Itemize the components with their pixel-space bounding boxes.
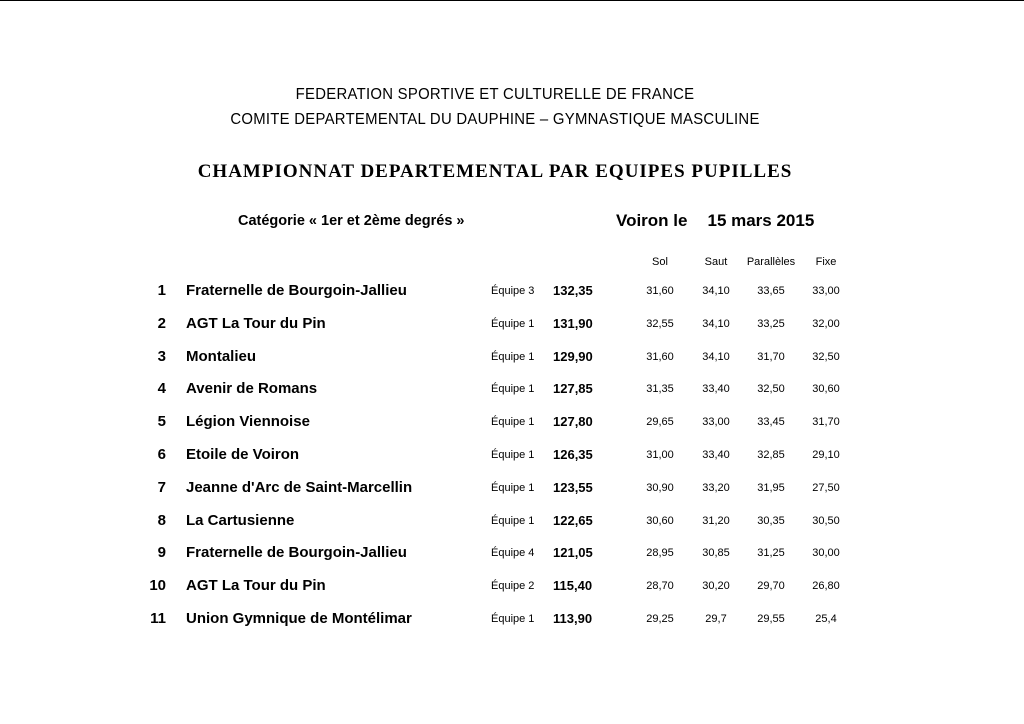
score-fixe: 29,10	[812, 449, 840, 461]
rank-number: 10	[149, 577, 166, 595]
total-score: 121,05	[553, 545, 593, 561]
team-name: Avenir de Romans	[186, 380, 318, 398]
team-number: Équipe 1	[491, 416, 535, 429]
score-paralleles: 33,25	[757, 317, 785, 330]
event-date: 15 mars 2015	[707, 211, 815, 230]
category-label: Catégorie « 1er et 2ème degrés »	[238, 213, 465, 229]
score-sol: 31,00	[646, 449, 674, 461]
table-row	[0, 512, 1024, 532]
rank-number: 6	[157, 446, 166, 463]
table-row	[0, 544, 1024, 564]
total-score: 129,90	[553, 348, 593, 364]
team-name: La Cartusienne	[186, 511, 295, 529]
score-fixe: 30,60	[812, 383, 840, 396]
team-name: AGT La Tour du Pin	[186, 314, 326, 332]
score-saut: 34,10	[702, 285, 730, 297]
score-fixe: 27,50	[812, 481, 840, 494]
column-header-paralleles: Parallèles	[746, 256, 796, 268]
score-paralleles: 32,85	[757, 449, 785, 461]
score-saut: 30,85	[702, 547, 730, 560]
team-number: Équipe 1	[491, 481, 535, 494]
table-row	[0, 479, 1024, 499]
score-saut: 33,20	[702, 481, 730, 494]
team-number: Équipe 4	[491, 547, 535, 560]
team-name: Fraternelle de Bourgoin-Jallieu	[186, 282, 407, 299]
column-header-saut: Saut	[704, 256, 728, 268]
total-score: 127,80	[553, 414, 593, 430]
score-fixe: 32,50	[812, 350, 840, 363]
score-saut: 30,20	[702, 580, 730, 593]
score-saut: 34,10	[702, 350, 730, 363]
table-row	[0, 577, 1024, 597]
score-fixe: 33,00	[812, 285, 840, 297]
table-row	[0, 315, 1024, 335]
score-saut: 33,00	[702, 416, 730, 429]
team-name: Légion Viennoise	[186, 413, 310, 431]
column-header-fixe: Fixe	[815, 256, 837, 268]
score-paralleles: 31,70	[757, 350, 785, 363]
score-sol: 30,90	[646, 481, 674, 494]
rank-number: 4	[157, 380, 166, 398]
score-paralleles: 33,45	[757, 416, 785, 429]
team-number: Équipe 1	[491, 383, 535, 396]
score-sol: 28,70	[646, 580, 674, 593]
team-number: Équipe 1	[491, 514, 535, 527]
total-score: 122,65	[553, 512, 593, 528]
table-row	[0, 348, 1024, 368]
score-sol: 28,95	[646, 547, 674, 560]
score-fixe: 30,00	[812, 547, 840, 560]
table-row	[0, 380, 1024, 400]
score-fixe: 30,50	[812, 514, 840, 527]
score-fixe: 32,00	[812, 317, 840, 330]
score-paralleles: 29,70	[757, 580, 785, 593]
team-number: Équipe 1	[491, 613, 535, 625]
score-saut: 34,10	[702, 317, 730, 330]
committee-name: COMITE DEPARTEMENTAL DU DAUPHINE – GYMNASTIQUE MASCULINE	[230, 111, 760, 128]
team-name: Fraternelle de Bourgoin-Jallieu	[186, 544, 407, 562]
rank-number: 2	[157, 314, 166, 332]
score-paralleles: 32,50	[757, 383, 785, 396]
total-score: 113,90	[553, 611, 593, 626]
team-number: Équipe 1	[491, 317, 535, 330]
score-saut: 33,40	[702, 383, 730, 396]
federation-name: FEDERATION SPORTIVE ET CULTURELLE DE FRANCE	[295, 86, 695, 103]
total-score: 131,90	[553, 315, 593, 331]
score-sol: 31,35	[646, 383, 674, 396]
score-saut: 33,40	[702, 449, 730, 461]
table-row	[0, 282, 1024, 302]
score-fixe: 31,70	[812, 416, 840, 429]
rank-number: 9	[157, 544, 166, 562]
score-paralleles: 31,95	[757, 481, 785, 494]
team-name: Union Gymnique de Montélimar	[186, 610, 412, 627]
team-number: Équipe 1	[491, 350, 535, 363]
team-name: Montalieu	[186, 347, 256, 365]
table-row	[0, 413, 1024, 433]
score-paralleles: 31,25	[757, 547, 785, 560]
score-saut: 31,20	[702, 514, 730, 527]
score-sol: 32,55	[646, 317, 674, 330]
team-name: Etoile de Voiron	[186, 446, 300, 463]
team-number: Équipe 3	[491, 285, 535, 297]
rank-number: 11	[150, 610, 166, 627]
team-name: Jeanne d'Arc de Saint-Marcellin	[186, 478, 413, 496]
team-number: Équipe 2	[491, 580, 535, 593]
score-sol: 29,65	[646, 416, 674, 429]
team-number: Équipe 1	[491, 449, 535, 461]
rank-number: 1	[157, 282, 166, 299]
score-sol: 29,25	[646, 613, 674, 625]
total-score: 127,85	[553, 381, 593, 397]
total-score: 123,55	[553, 479, 593, 495]
score-paralleles: 29,55	[757, 613, 785, 625]
score-fixe: 26,80	[812, 580, 840, 593]
column-header-sol: Sol	[652, 256, 668, 268]
total-score: 132,35	[553, 283, 593, 298]
document-title: CHAMPIONNAT DEPARTEMENTAL PAR EQUIPES PUPILLES	[197, 161, 793, 182]
score-fixe: 25,4	[815, 613, 837, 625]
score-sol: 31,60	[646, 350, 674, 363]
rank-number: 3	[157, 347, 166, 365]
score-saut: 29,7	[705, 613, 727, 625]
score-paralleles: 30,35	[757, 514, 785, 527]
score-paralleles: 33,65	[757, 285, 785, 297]
rank-number: 8	[157, 511, 166, 529]
score-sol: 31,60	[646, 285, 674, 297]
venue-label: Voiron le	[616, 211, 688, 230]
venue-date	[616, 211, 814, 231]
team-name: AGT La Tour du Pin	[186, 577, 326, 595]
total-score: 115,40	[553, 578, 593, 594]
top-border-line	[0, 0, 1024, 1]
rank-number: 5	[157, 413, 166, 431]
table-row	[0, 610, 1024, 630]
total-score: 126,35	[553, 447, 593, 462]
table-row	[0, 446, 1024, 466]
score-sol: 30,60	[646, 514, 674, 527]
rank-number: 7	[157, 478, 166, 496]
